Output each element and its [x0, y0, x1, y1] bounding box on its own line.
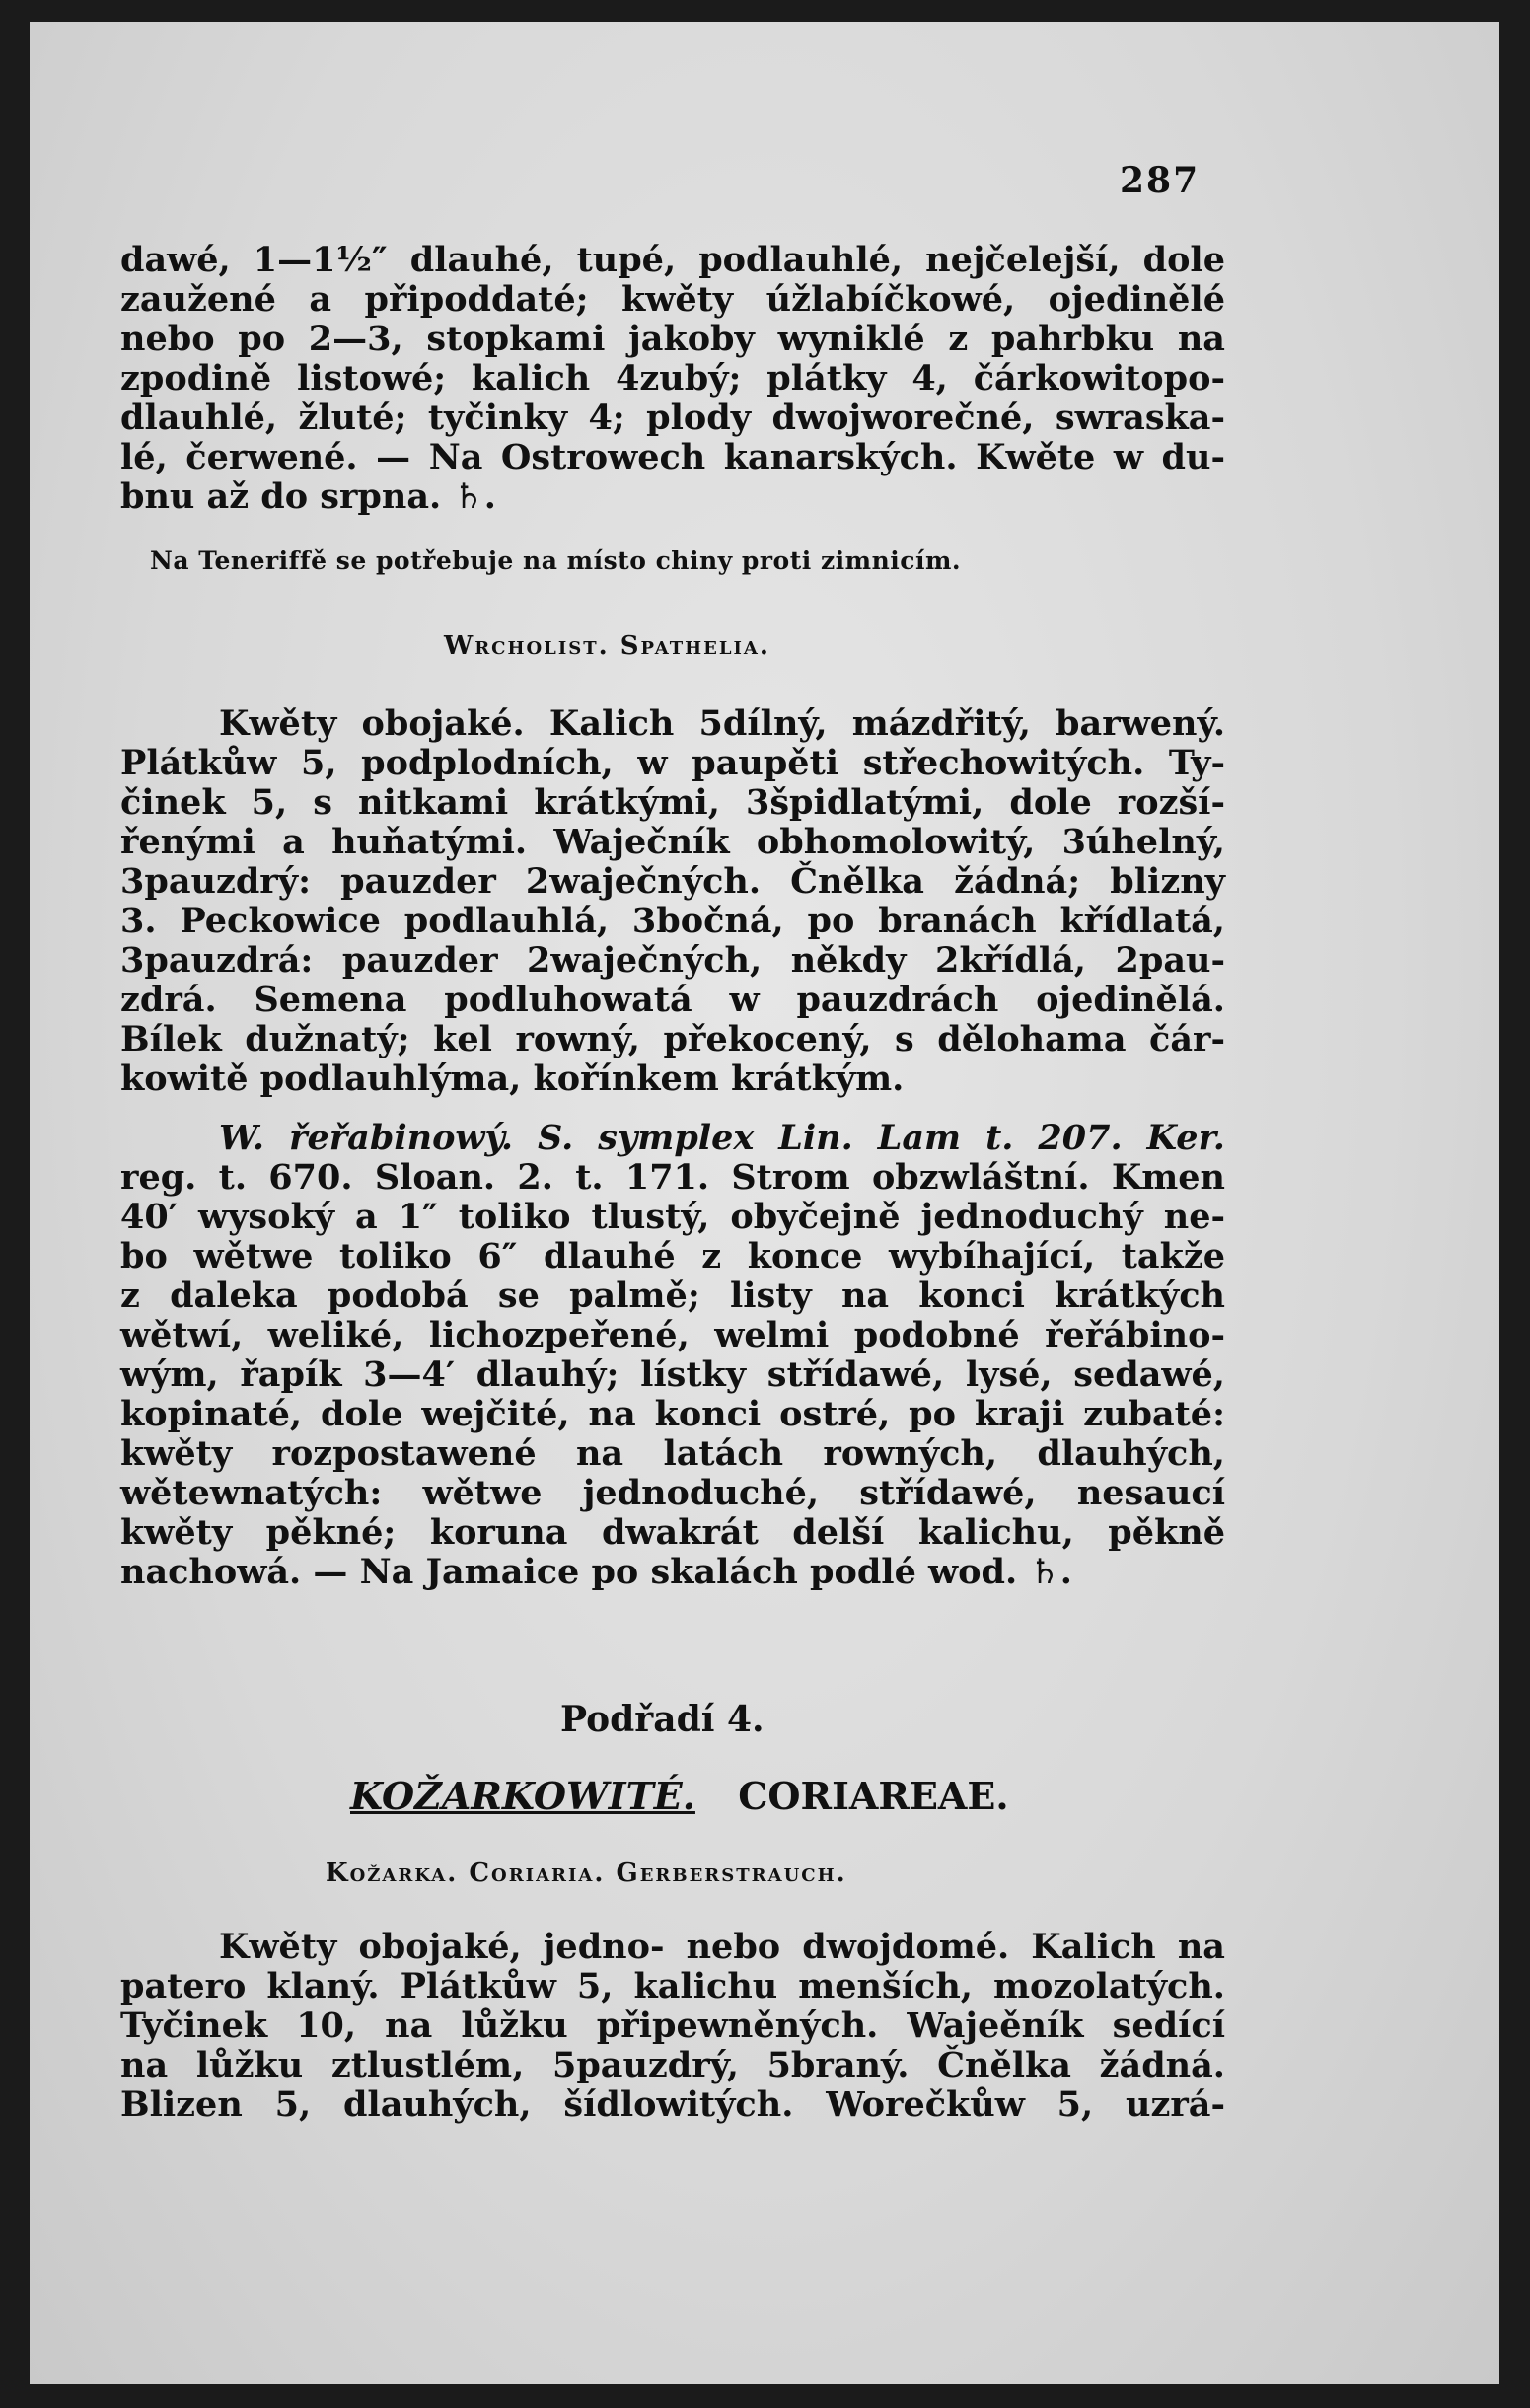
text-line: Kwěty obojaké, jedno- nebo dwojdomé. Kalich na [219, 1927, 1225, 1967]
text-line: wětewnatých: wětwe jednoduché, střídawé, nesaucí [120, 1473, 1225, 1513]
text-line: 3pauzdrá: pauzder 2waječných, někdy 2křídlá, 2pau- [120, 940, 1225, 981]
text-line: dlauhlé, žluté; tyčinky 4; plody dwojworečné, swraska- [120, 398, 1225, 438]
text-line: kwěty rozpostawené na latách rowných, dlauhých, [120, 1433, 1225, 1474]
paragraph-species-description [120, 241, 1225, 517]
text-line: W. řeřabinowý. S. symplex Lin. Lam t. 207. Ker. [219, 1118, 1225, 1158]
paragraph-species-spathelia [120, 1119, 1225, 1592]
page-number: 287 [1120, 160, 1201, 201]
text-line: činek 5, s nitkami krátkými, 3špidlatými, dole rozší- [120, 782, 1225, 823]
genus-heading: Wrcholist. Spathelia. [444, 631, 770, 661]
text-line: zaužené a připoddaté; kwěty úžlabíčkowé, ojedinělé [120, 279, 1225, 320]
text-line: nachowá. — Na Jamaice po skalách podlé wod. ♄. [120, 1552, 1072, 1592]
text-line: kowitě podlauhlýma, kořínkem krátkým. [120, 1058, 905, 1099]
text-line: z daleka podobá se palmě; listy na konci krátkých [120, 1276, 1225, 1316]
text-line: wým, řapík 3—4′ dlauhý; lístky střídawé, lysé, sedawé, [120, 1354, 1225, 1395]
text-line: kwěty pěkné; koruna dwakrát delší kalichu, pěkně [120, 1512, 1225, 1553]
usage-note: Na Teneriffě se potřebuje na místo chiny proti zimnicím. [150, 547, 962, 575]
text-line: 40′ wysoký a 1″ toliko tlustý, obyčejně jednoduchý ne- [120, 1197, 1225, 1237]
genus-heading: Kožarka. Coriaria. Gerberstrauch. [326, 1859, 847, 1888]
text-line: zdrá. Semena podluhowatá w pauzdrách ojedinělá. [120, 980, 1225, 1020]
text-line: reg. t. 670. Sloan. 2. t. 171. Strom obzwláštní. Kmen [120, 1157, 1225, 1198]
paragraph-genus-coriaria [120, 1928, 1225, 2125]
text-line: dawé, 1—1½″ dlauhé, tupé, podlauhlé, nejčelejší, dole [120, 240, 1225, 280]
paragraph-genus-description [120, 704, 1225, 1099]
family-name-czech: KOŽARKOWITÉ. [350, 1774, 695, 1818]
text-line: patero klaný. Plátkůw 5, kalichu menších, mozolatých. [120, 1966, 1225, 2007]
text-line: bnu až do srpna. ♄. [120, 476, 496, 517]
text-line: 3. Peckowice podlauhlá, 3bočná, po branách křídlatá, [120, 901, 1225, 941]
family-name-latin: CORIAREAE. [738, 1774, 1009, 1818]
text-line: Tyčinek 10, na lůžku připewněných. Wajeěník sedící [120, 2006, 1225, 2046]
text-line: zpodině listowé; kalich 4zubý; plátky 4, čárkowitopo- [120, 358, 1225, 399]
text-line: kopinaté, dole wejčité, na konci ostré, po kraji zubaté: [120, 1394, 1225, 1434]
text-line: wětwí, weliké, lichozpeřené, welmi podobné řeřábino- [120, 1315, 1225, 1355]
text-line: na lůžku ztlustlém, 5pauzdrý, 5braný. Čnělka žádná. [120, 2045, 1225, 2085]
text-line: Plátkůw 5, podplodních, w paupěti střechowitých. Ty- [120, 743, 1225, 783]
text-line: 3pauzdrý: pauzder 2waječných. Čnělka žádná; blizny [120, 861, 1225, 902]
book-page [30, 22, 1499, 2384]
text-line: Kwěty obojaké. Kalich 5dílný, mázdřitý, barwený. [219, 703, 1225, 744]
text-line: lé, čerwené. — Na Ostrowech kanarských. Kwěte w du- [120, 437, 1225, 477]
text-line: bo wětwe toliko 6″ dlauhé z konce wybíhající, takže [120, 1236, 1225, 1277]
text-line: nebo po 2—3, stopkami jakoby wyniklé z pahrbku na [120, 319, 1225, 359]
suborder-heading: Podřadí 4. [560, 1699, 765, 1740]
text-line: řenými a huňatými. Waječník obhomolowitý, 3úhelný, [120, 822, 1225, 862]
text-line: Bílek dužnatý; kel rowný, překocený, s dělohama čár- [120, 1019, 1225, 1059]
text-line: Blizen 5, dlauhých, šídlowitých. Worečkůw 5, uzrá- [120, 2084, 1225, 2125]
family-heading [350, 1774, 1009, 1818]
